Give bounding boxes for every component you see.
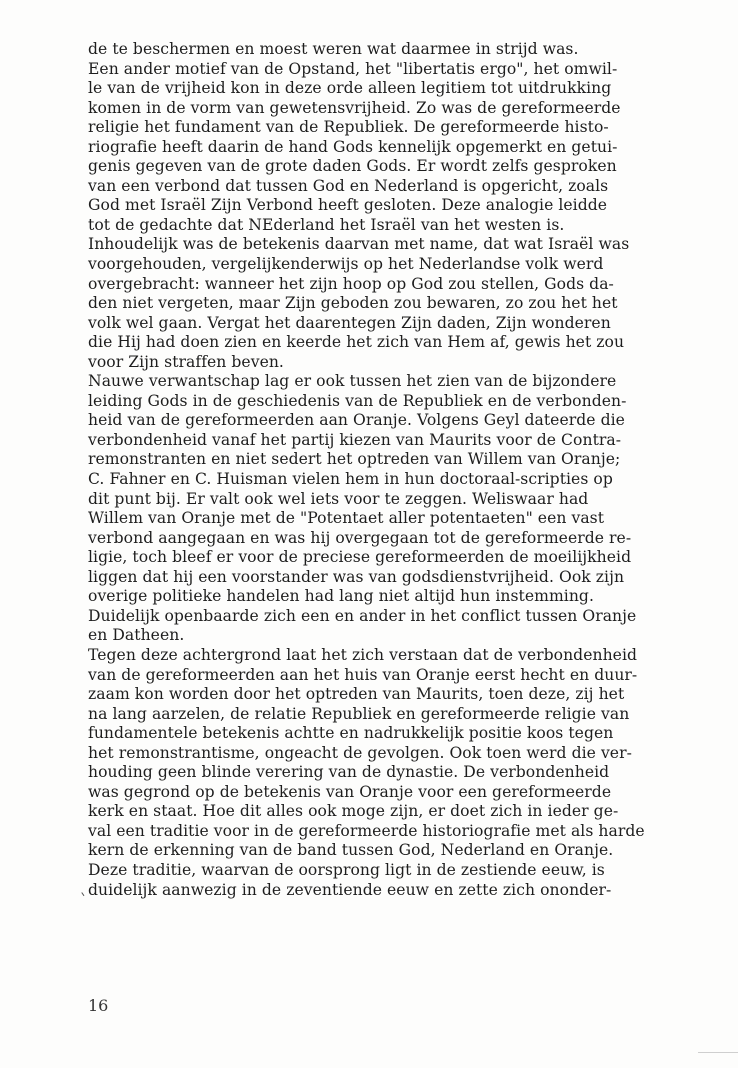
bottom-edge-line [698, 1052, 738, 1053]
text-line: Willem van Oranje met de "Potentaet aller potentaeten" een vast [88, 509, 605, 528]
text-line: le van de vrijheid kon in deze orde alleen legitiem tot uitdrukking [88, 79, 612, 98]
text-line: verbond aangegaan en was hij overgegaan tot de gereformeerde re- [88, 528, 632, 547]
text-line: na lang aarzelen, de relatie Republiek en gereformeerde religie van [88, 704, 630, 723]
text-line: die Hij had doen zien en keerde het zich van Hem af, gewis het zou [88, 333, 625, 352]
text-line: Nauwe verwantschap lag er ook tussen het zien van de bijzondere [88, 372, 617, 391]
text-line: Inhoudelijk was de betekenis daarvan met name, dat wat Israël was [88, 235, 630, 254]
text-line: God met Israël Zijn Verbond heeft gesloten. Deze analogie leidde [88, 196, 608, 215]
text-line: religie het fundament van de Republiek. De gereformeerde histo- [88, 118, 609, 137]
text-line: voorgehouden, vergelijkenderwijs op het Nederlandse volk werd [88, 255, 604, 274]
text-line: remonstranten en niet sedert het optreden van Willem van Oranje; [88, 450, 621, 469]
text-line: en Datheen. [88, 626, 185, 645]
text-line: het remonstrantisme, ongeacht de gevolgen. Ook toen werd die ver- [88, 743, 632, 762]
text-line: van de gereformeerden aan het huis van Oranje eerst hecht en duur- [88, 665, 638, 684]
text-line: fundamentele betekenis achtte en nadrukkelijk positie koos tegen [88, 724, 614, 743]
text-line: Een ander motief van de Opstand, het "libertatis ergo", het omwil- [88, 59, 618, 78]
text-line: volk wel gaan. Vergat het daarentegen Zijn daden, Zijn wonderen [88, 313, 611, 332]
text-line: overgebracht: wanneer het zijn hoop op God zou stellen, Gods da- [88, 274, 614, 293]
text-line: overige politieke handelen had lang niet altijd hun instemming. [88, 587, 594, 606]
text-line: was gegrond op de betekenis van Oranje voor een gereformeerde [88, 782, 612, 801]
body-text [88, 40, 698, 900]
text-line: C. Fahner en C. Huisman vielen hem in hun doctoraal-scripties op [88, 470, 613, 489]
text-line: genis gegeven van de grote daden Gods. Er wordt zelfs gesproken [88, 157, 617, 176]
text-line: heid van de gereformeerden aan Oranje. Volgens Geyl dateerde die [88, 411, 625, 430]
text-line: van een verbond dat tussen God en Nederland is opgericht, zoals [88, 176, 609, 195]
text-line: riografie heeft daarin de hand Gods kennelijk opgemerkt en getui- [88, 137, 618, 156]
text-line: Tegen deze achtergrond laat het zich verstaan dat de verbondenheid [88, 645, 638, 664]
text-line: voor Zijn straffen beven. [88, 352, 284, 371]
page-number: 16 [88, 996, 109, 1015]
text-line: verbondenheid vanaf het partij kiezen van Maurits voor de Contra- [88, 430, 622, 449]
text-line: zaam kon worden door het optreden van Maurits, toen deze, zij het [88, 685, 625, 704]
text-line: komen in de vorm van gewetensvrijheid. Zo was de gereformeerde [88, 98, 621, 117]
text-line: kerk en staat. Hoe dit alles ook moge zijn, er doet zich in ieder ge- [88, 802, 619, 821]
text-line: liggen dat hij een voorstander was van godsdienstvrijheid. Ook zijn [88, 567, 625, 586]
text-line: tot de gedachte dat NEderland het Israël van het westen is. [88, 215, 565, 234]
text-line: houding geen blinde verering van de dynastie. De verbondenheid [88, 763, 610, 782]
text-line: leiding Gods in de geschiedenis van de Republiek en de verbonden- [88, 391, 627, 410]
text-line: de te beschermen en moest weren wat daarmee in strijd was. [88, 40, 579, 58]
text-line: ligie, toch bleef er voor de preciese gereformeerden de moeilijkheid [88, 548, 632, 567]
text-line: den niet vergeten, maar Zijn geboden zou bewaren, zo zou het het [88, 294, 618, 313]
text-line: Duidelijk openbaarde zich een en ander in het conflict tussen Oranje [88, 606, 637, 625]
text-line: Deze traditie, waarvan de oorsprong ligt in de zestiende eeuw, is [88, 860, 605, 879]
text-line: val een traditie voor in de gereformeerde historiografie met als harde [88, 821, 645, 840]
text-line: dit punt bij. Er valt ook wel iets voor te zeggen. Weliswaar had [88, 489, 589, 508]
text-line: kern de erkenning van de band tussen God, Nederland en Oranje. [88, 841, 614, 860]
margin-mark [81, 890, 87, 896]
text-line: duidelijk aanwezig in de zeventiende eeuw en zette zich ononder- [88, 880, 612, 899]
